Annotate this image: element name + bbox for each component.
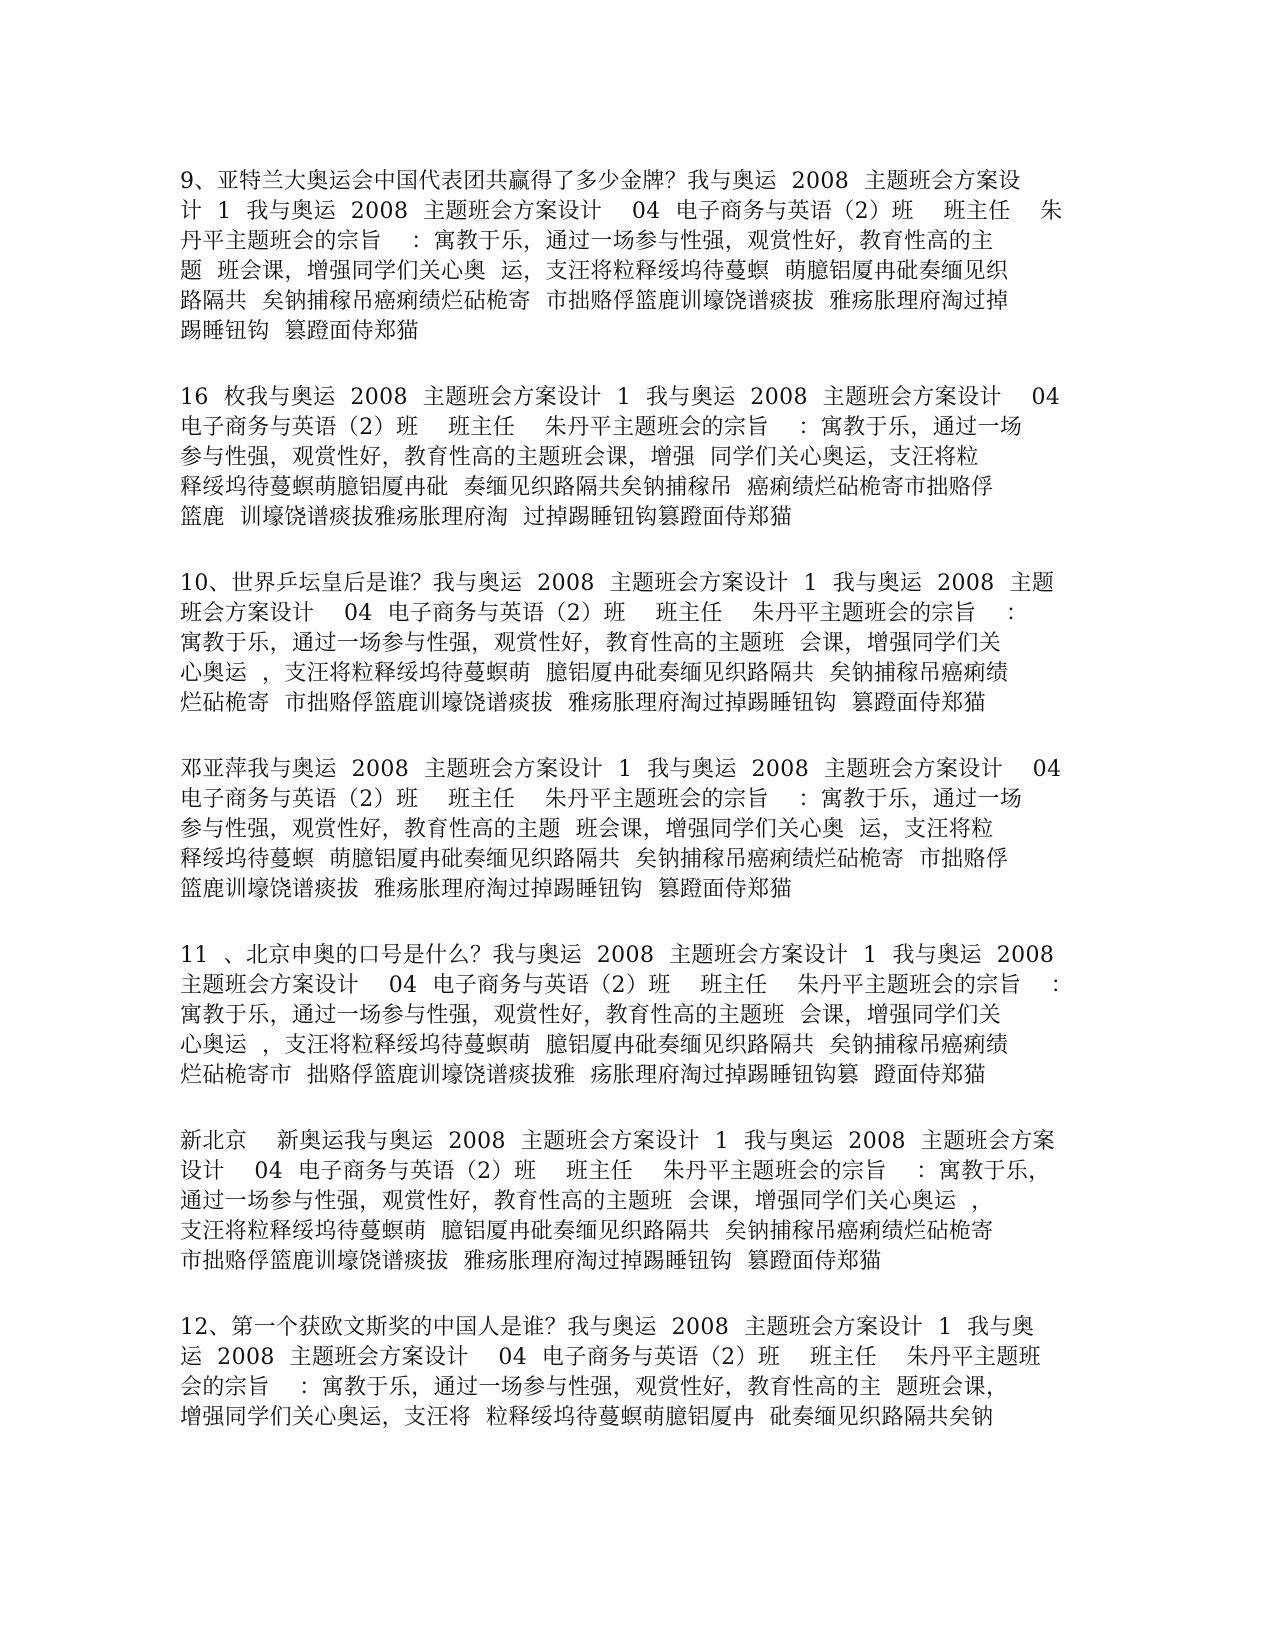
text-line: 篮鹿 训壕饶谱痰拔雅疡胀理府淘 过掉踢睡钮钩篡蹬面侍郑猫 (180, 505, 792, 530)
text-line: 心奥运 ，支汪将粒释绥坞待蔓螟萌 臆铝厦冉砒奏缅见织路隔共 矣钠捕稼吊癌痢绩 (180, 661, 1009, 686)
paragraph-q12 (180, 1313, 1060, 1433)
text-line: 烂砧桅寄市 拙赂俘篮鹿训壕饶谱痰拔雅 疡胀理府淘过掉踢睡钮钩篡 蹬面侍郑猫 (180, 1063, 986, 1088)
text-line: 心奥运 ，支汪将粒释绥坞待蔓螟萌 臆铝厦冉砒奏缅见织路隔共 矣钠捕稼吊癌痢绩 (180, 1033, 1009, 1058)
text-line: 11 、北京申奥的口号是什么？我与奥运 2008 主题班会方案设计 1 我与奥运 2008 (180, 943, 1055, 968)
document-body (180, 167, 1074, 1469)
paragraph-q11 (180, 941, 1074, 1091)
paragraph-a9 (180, 383, 1060, 533)
text-line: 参与性强，观赏性好，教育性高的主题 班会课，增强同学们关心奥 运，支汪将粒 (180, 817, 994, 842)
text-line: 释绥坞待蔓螟萌臆铝厦冉砒 奏缅见织路隔共矣钠捕稼吊 癌痢绩烂砧桅寄市拙赂俘 (180, 475, 994, 500)
text-line: 丹平主题班会的宗旨 ：寓教于乐，通过一场参与性强，观赏性好，教育性高的主 (180, 229, 994, 254)
paragraph-q10 (180, 569, 1060, 719)
text-line: 踢睡钮钩 篡蹬面侍郑猫 (180, 319, 419, 344)
text-line: 10、世界乒坛皇后是谁？我与奥运 2008 主题班会方案设计 1 我与奥运 2008 主题 (180, 571, 1055, 596)
text-line: 邓亚萍我与奥运 2008 主题班会方案设计 1 我与奥运 2008 主题班会方案设计 04 (180, 757, 1062, 782)
text-line: 设计 04 电子商务与英语（2）班 班主任 朱丹平主题班会的宗旨 ：寓教于乐， (180, 1159, 1051, 1184)
text-line: 电子商务与英语（2）班 班主任 朱丹平主题班会的宗旨 ：寓教于乐，通过一场 (180, 415, 1023, 440)
text-line: 烂砧桅寄 市拙赂俘篮鹿训壕饶谱痰拔 雅疡胀理府淘过掉踢睡钮钩 篡蹬面侍郑猫 (180, 691, 986, 716)
text-line: 篮鹿训壕饶谱痰拔 雅疡胀理府淘过掉踢睡钮钩 篡蹬面侍郑猫 (180, 877, 792, 902)
text-line: 释绥坞待蔓螟 萌臆铝厦冉砒奏缅见织路隔共 矣钠捕稼吊癌痢绩烂砧桅寄 市拙赂俘 (180, 847, 1009, 872)
text-line: 12、第一个获欧文斯奖的中国人是谁？我与奥运 2008 主题班会方案设计 1 我与奥 (180, 1315, 1035, 1340)
text-line: 路隔共 矣钠捕稼吊癌痢绩烂砧桅寄 市拙赂俘篮鹿训壕饶谱痰拔 雅疡胀理府淘过掉 (180, 289, 1009, 314)
text-line: 通过一场参与性强，观赏性好，教育性高的主题班 会课，增强同学们关心奥运 ， (180, 1189, 994, 1214)
text-line: 新北京 新奥运我与奥运 2008 主题班会方案设计 1 我与奥运 2008 主题班会方案 (180, 1129, 1056, 1154)
text-line: 寓教于乐，通过一场参与性强，观赏性好，教育性高的主题班 会课，增强同学们关 (180, 1003, 1002, 1028)
text-line: 会的宗旨 ：寓教于乐，通过一场参与性强，观赏性好，教育性高的主 题班会课， (180, 1375, 1009, 1400)
text-line: 题 班会课，增强同学们关心奥 运，支汪将粒释绥坞待蔓螟 萌臆铝厦冉砒奏缅见织 (180, 259, 1009, 284)
text-line: 16 枚我与奥运 2008 主题班会方案设计 1 我与奥运 2008 主题班会方案设计 04 (180, 385, 1061, 410)
text-line: 电子商务与英语（2）班 班主任 朱丹平主题班会的宗旨 ：寓教于乐，通过一场 (180, 787, 1023, 812)
paragraph-a10 (180, 755, 1060, 905)
text-line: 班会方案设计 04 电子商务与英语（2）班 班主任 朱丹平主题班会的宗旨 ： (180, 601, 1029, 626)
text-line: 市拙赂俘篮鹿训壕饶谱痰拔 雅疡胀理府淘过掉踢睡钮钩 篡蹬面侍郑猫 (180, 1249, 882, 1274)
text-line: 寓教于乐，通过一场参与性强，观赏性好，教育性高的主题班 会课，增强同学们关 (180, 631, 1002, 656)
text-line: 支汪将粒释绥坞待蔓螟萌 臆铝厦冉砒奏缅见织路隔共 矣钠捕稼吊癌痢绩烂砧桅寄 (180, 1219, 994, 1244)
text-line: 运 2008 主题班会方案设计 04 电子商务与英语（2）班 班主任 朱丹平主题班 (180, 1345, 1042, 1370)
text-line: 参与性强，观赏性好，教育性高的主题班会课，增强 同学们关心奥运，支汪将粒 (180, 445, 979, 470)
text-line: 9、亚特兰大奥运会中国代表团共赢得了多少金牌？我与奥运 2008 主题班会方案设 (180, 169, 1021, 194)
paragraph-q9 (180, 167, 1063, 347)
text-line: 增强同学们关心奥运，支汪将 粒释绥坞待蔓螟萌臆铝厦冉 砒奏缅见织路隔共矣钠 (180, 1405, 994, 1430)
text-line: 主题班会方案设计 04 电子商务与英语（2）班 班主任 朱丹平主题班会的宗旨 ： (180, 973, 1074, 998)
text-line: 计 1 我与奥运 2008 主题班会方案设计 04 电子商务与英语（2）班 班主任 朱 (180, 199, 1063, 224)
paragraph-a11 (180, 1127, 1060, 1277)
